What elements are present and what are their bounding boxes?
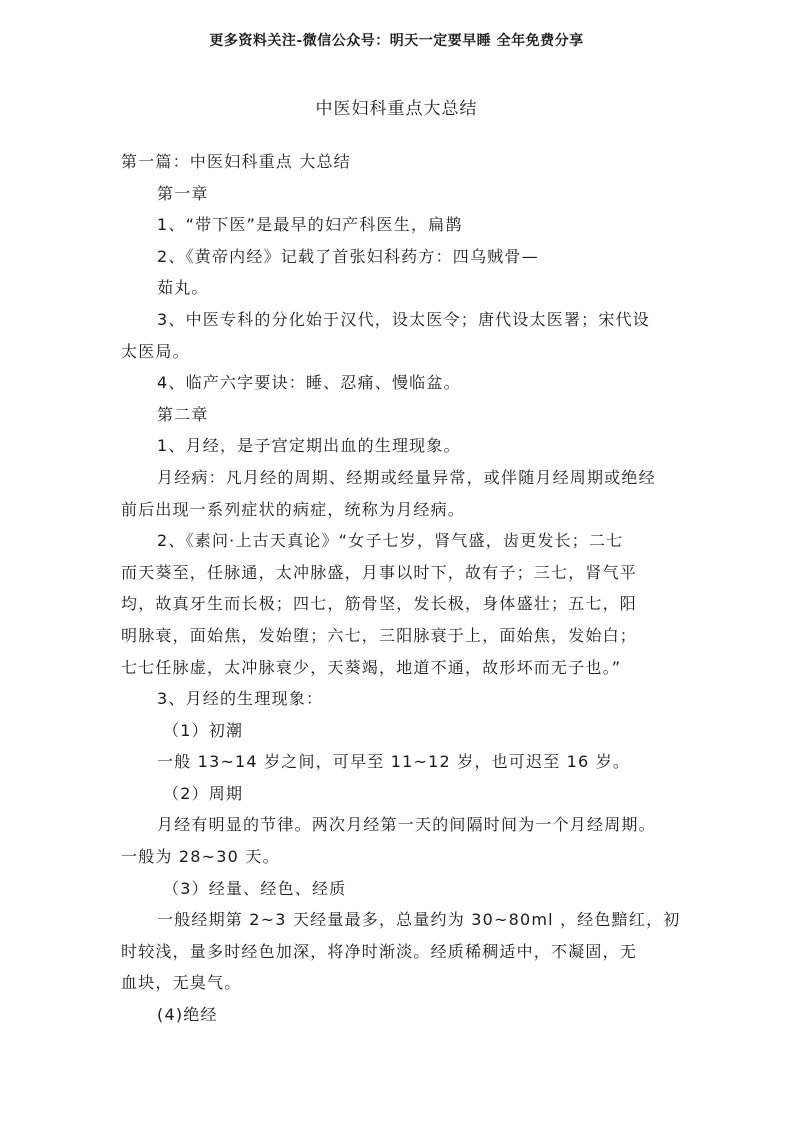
header-note: 更多资料关注-微信公众号：明天一定要早睡 全年免费分享	[209, 33, 584, 49]
body-line: 一般经期第 2~3 天经量最多，总量约为 30~80ml ，经色黯红，初	[157, 910, 681, 930]
body-line: （1）初潮	[163, 720, 244, 740]
document-body	[121, 146, 681, 1031]
body-line: 2、《素问·上古天真论》“女子七岁，肾气盛，齿更发长；二七	[157, 531, 624, 551]
body-line: 时较浅，量多时经色加深，将净时渐淡。经质稀稠适中，不凝固，无	[121, 941, 638, 961]
body-line: 均，故真牙生而长极；四七，筋骨坚，发长极，身体盛壮；五七，阳	[121, 594, 638, 614]
body-line: 第二章	[157, 404, 209, 424]
body-line: 七七任脉虚，太冲脉衰少，天葵竭，地道不通，故形坏而无子也。”	[121, 657, 622, 677]
document-title: 中医妇科重点大总结	[315, 99, 478, 119]
body-line: 第一章	[157, 183, 209, 203]
body-line: 一般为 28~30 天。	[121, 847, 280, 867]
body-line: 明脉衰，面始焦，发始堕；六七，三阳脉衰于上，面始焦，发始白；	[121, 625, 638, 645]
body-line: 2、《黄帝内经》记载了首张妇科药方：四乌贼骨—	[157, 246, 539, 266]
body-line: 血块，无臭气。	[121, 973, 242, 993]
body-line: (4)绝经	[157, 1005, 218, 1025]
body-line: 3、中医专科的分化始于汉代，设太医令；唐代设太医署；宋代设	[157, 309, 650, 329]
body-line: （3）经量、经色、经质	[163, 878, 347, 898]
body-line: 茹丸。	[157, 278, 209, 298]
body-line: 太医局。	[121, 341, 190, 361]
body-line: 1、月经，是子宫定期出血的生理现象。	[157, 436, 461, 456]
body-line: 3、月经的生理现象：	[157, 689, 324, 709]
body-line: 前后出现一系列症状的病症，统称为月经病。	[121, 499, 466, 519]
body-line: 1、“带下医”是最早的妇产科医生，扁鹊	[157, 215, 463, 235]
body-line: （2）周期	[163, 783, 244, 803]
body-line: 4、临产六字要诀：睡、忍痛、慢临盆。	[157, 373, 461, 393]
body-line: 月经有明显的节律。两次月经第一天的间隔时间为一个月经周期。	[157, 815, 656, 835]
body-line: 一般 13~14 岁之间，可早至 11~12 岁，也可迟至 16 岁。	[157, 752, 631, 772]
body-line: 第一篇：中医妇科重点 大总结	[121, 152, 351, 171]
body-line: 月经病：凡月经的周期、经期或经量异常，或伴随月经周期或绝经	[157, 467, 656, 487]
body-line: 而天葵至，任脉通，太冲脉盛，月事以时下，故有子；三七，肾气平	[121, 562, 638, 582]
